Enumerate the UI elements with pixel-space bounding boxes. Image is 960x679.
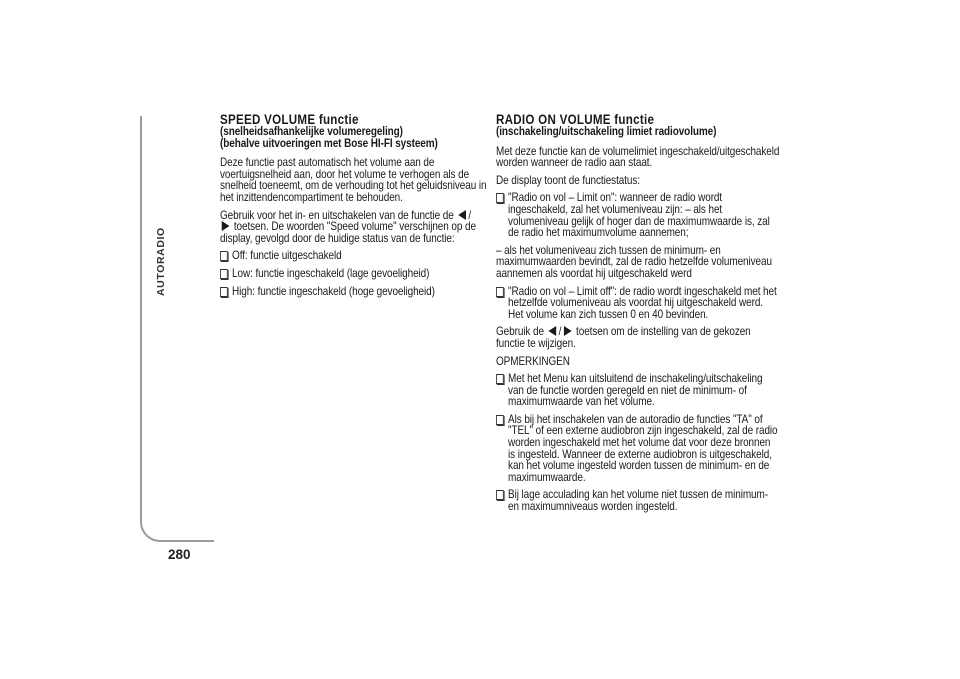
right-column: [496, 114, 780, 519]
checkbox-bullet-icon: [496, 490, 504, 500]
arrow-right-icon: [222, 221, 230, 231]
radio-on-volume-header: [496, 114, 780, 138]
keys-usage: [496, 326, 780, 349]
arrow-right-icon: [564, 326, 572, 336]
list-item: [496, 489, 780, 512]
list-item-text: Met het Menu kan uitsluitend de inschakeling/uitschakeling van de functie worden geregeld en niet de minimum- of maximumwaarde van het volume.: [508, 372, 763, 409]
radio-on-volume-description: Met deze functie kan de volumelimiet ingeschakeld/uitgeschakeld worden wanneer de radio aan staat.: [496, 144, 780, 170]
arrow-left-icon: [548, 326, 556, 336]
display-status-text: De display toont de functiestatus:: [496, 173, 640, 187]
list-item-text: Low: functie ingeschakeld (lage gevoeligheid): [232, 266, 430, 280]
checkbox-bullet-icon: [496, 287, 504, 297]
speed-volume-note: (behalve uitvoeringen met Bose HI-FI systeem): [220, 136, 438, 150]
page-frame: [140, 116, 214, 542]
list-item-text: Als bij het inschakelen van de autoradio de functies "TA" of "TEL" of een externe audiobron zijn ingeschakeld, zal de radio worden ingeschakeld met het volume dat voor deze bronnen is ingesteld. Wanneer de externe audiobron is uitgeschakeld, kan het volume ingesteld worden tussen de minimum- en de maximumwaarde.: [508, 412, 778, 484]
keys-usage-end: toetsen om de instelling van de gekozen functie te wijzigen.: [496, 325, 751, 350]
section-side-tab-label: AUTORADIO: [155, 227, 167, 296]
speed-volume-subtitle: (snelheidsafhankelijke volumeregeling): [220, 125, 403, 138]
list-item-text: "Radio on vol – Limit on": wanneer de radio wordt ingeschakeld, zal het volumeniveau zijn: – als het volumeniveau gelijk of hoger dan de maximumwaarde is, zal de radio het maximumvolume aannemen;: [508, 191, 770, 240]
checkbox-bullet-icon: [220, 251, 228, 261]
left-column: [220, 114, 491, 303]
list-item: [496, 414, 780, 484]
checkbox-bullet-icon: [496, 193, 504, 203]
radio-on-volume-subtitle: (inschakeling/uitschakeling limiet radiovolume): [496, 125, 717, 138]
speed-volume-header: [220, 114, 491, 149]
keys-usage-start: Gebruik de: [496, 325, 544, 339]
list-item-text: Bij lage acculading kan het volume niet tussen de minimum- en maximumniveaus worden ingesteld.: [508, 488, 768, 514]
slash-separator: /: [468, 208, 472, 222]
checkbox-bullet-icon: [496, 374, 504, 384]
list-item: [220, 268, 491, 280]
radio-on-volume-title: RADIO ON VOLUME functie: [496, 112, 655, 127]
checkbox-bullet-icon: [220, 287, 228, 297]
speed-volume-title: SPEED VOLUME functie: [220, 112, 359, 127]
speed-volume-usage-cont: toetsen. De woorden "Speed volume" verschijnen op de display, gevolgd door de huidige status van de functie:: [220, 220, 476, 245]
list-item: [220, 250, 491, 262]
list-item-text: "Radio on vol – Limit off": de radio wordt ingeschakeld met het hetzelfde volumeniveau als voordat hij uitgeschakeld werd. Het volume kan zich tussen 0 en 40 bevinden.: [508, 284, 777, 321]
list-item: [496, 373, 780, 408]
speed-volume-usage: [220, 210, 491, 245]
speed-volume-description: Deze functie past automatisch het volume aan de voertuigsnelheid aan, door het volume te verhogen als de snelheid toeneemt, om de verhouding tot het geluidsniveau in het inzittendencompartiment te behouden.: [220, 156, 487, 204]
notes-heading: OPMERKINGEN: [496, 354, 570, 368]
checkbox-bullet-icon: [220, 269, 228, 279]
list-item: [220, 286, 491, 298]
speed-volume-usage-text: Gebruik voor het in- en uitschakelen van de functie de: [220, 208, 454, 222]
section-side-tab: [155, 216, 169, 296]
list-item: [496, 286, 780, 321]
checkbox-bullet-icon: [496, 415, 504, 425]
arrow-left-icon: [458, 210, 466, 220]
page-number: 280: [168, 547, 191, 562]
list-item-text: High: functie ingeschakeld (hoge gevoeligheid): [232, 284, 435, 298]
list-item: [496, 192, 780, 238]
list-item-text: Off: functie uitgeschakeld: [232, 249, 342, 263]
slash-separator: /: [558, 325, 562, 339]
volume-range-text: – als het volumeniveau zich tussen de minimum- en maximumwaarden bevindt, zal de radio hetzelfde volumeniveau aannemen als voordat hij uitgeschakeld werd: [496, 243, 772, 280]
